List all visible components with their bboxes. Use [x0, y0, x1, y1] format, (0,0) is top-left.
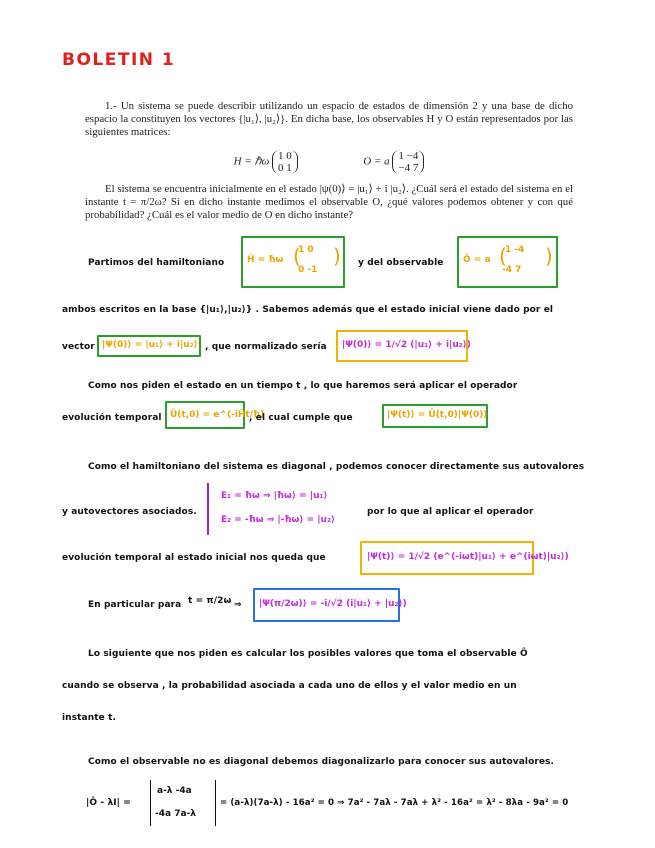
observable-row-1: 1 -4	[505, 245, 525, 255]
h-matrix-row-2: 0 1	[278, 161, 292, 174]
hamiltonian-box	[241, 236, 345, 288]
determinant-row-1: a-λ -4a	[157, 786, 192, 796]
evolution-relation-box	[382, 404, 488, 428]
implies-arrow: ⇒	[234, 600, 242, 610]
determinant-rhs: = (a-λ)(7a-λ) - 16a² = 0 ⇒ 7a² - 7aλ - 7aλ + λ² - 16a² = λ² - 8λa - 9a² = 0	[220, 798, 569, 808]
o-matrix-row-2: −4 7	[398, 161, 419, 174]
observable-label: Ô = a	[463, 255, 491, 265]
note-line-8a: evolución temporal al estado inicial nos queda que	[62, 553, 326, 563]
hamiltonian-row-1: 1 0	[298, 245, 314, 255]
note-line-13: Como el observable no es diagonal debemos diagonalizarlo para conocer sus autovalores.	[88, 757, 555, 767]
o-matrix-row-1: 1 −4	[398, 149, 419, 162]
hamiltonian-paren-l: (	[293, 244, 301, 268]
note-line-5b: , el cual cumple que	[249, 413, 353, 423]
eigen-brace	[207, 483, 213, 535]
time-state: |Ψ(t)⟩ = 1/√2 (e^(-iωt)|u₁⟩ + e^(iωt)|u₂⟩)	[367, 552, 569, 562]
particular-time: t = π/2ω	[188, 596, 232, 606]
note-line-10: Lo siguiente que nos piden es calcular los posibles valores que toma el observable Ô	[88, 649, 528, 659]
observable-row-2: -4 7	[502, 265, 522, 275]
note-line-3a: vector	[62, 342, 95, 352]
note-line-7b: por lo que al aplicar el operador	[367, 507, 534, 517]
h-matrix	[272, 150, 298, 174]
note-line-7a: y autovectores asociados.	[62, 507, 197, 517]
page-title: BOLETIN 1	[62, 50, 176, 70]
eigenvalue-2: E₂ = -ħω ⇒ |-ħω⟩ = |u₂⟩	[221, 515, 335, 525]
hamiltonian-row-2: 0 -1	[298, 265, 318, 275]
determinant-row-2: -4a 7a-λ	[155, 809, 196, 819]
o-matrix	[392, 150, 424, 174]
hamiltonian-label: Ĥ = ħω	[247, 255, 284, 265]
note-line-11: cuando se observa , la probabilidad asociada a cada uno de ellos y el valor medio en un	[62, 681, 517, 691]
note-line-1b: y del observable	[358, 258, 444, 268]
observable-box	[457, 236, 558, 288]
note-line-1a: Partimos del hamiltoniano	[88, 258, 225, 268]
note-line-4: Como nos piden el estado en un tiempo t , lo que haremos será aplicar el operador	[88, 381, 518, 391]
hamiltonian-paren-r: )	[333, 244, 341, 268]
determinant-bar-right	[215, 780, 216, 826]
initial-state: |Ψ(0)⟩ = |u₁⟩ + i|u₂⟩	[102, 340, 198, 350]
note-line-3b: , que normalizado sería	[205, 342, 327, 352]
time-state-box	[360, 541, 569, 575]
o-matrix-label: O = a	[363, 155, 390, 168]
eigenvalue-1: E₁ = ħω ⇒ |ħω⟩ = |u₁⟩	[221, 491, 328, 501]
matrices-line	[85, 150, 573, 174]
evolution-operator: Û(t,0) = e^(-iĤt/ħ)	[170, 410, 265, 420]
problem-paragraph-2: El sistema se encuentra inicialmente en el estado |ψ(0)⟩ = |u₁⟩ + i |u₂⟩. ¿Cuál será el estado del sistema en el instante t = π/2ω? Si en dicho instante medimos el observable O, ¿qué valores podemos obtener y con qué probabilidad? ¿Cuál es el valor medio de O en dicho instante?	[85, 182, 573, 222]
note-line-6: Como el hamiltoniano del sistema es diagonal , podemos conocer directamente sus autovalores	[88, 462, 585, 472]
determinant-bar-left	[150, 780, 151, 826]
normalized-state-box	[336, 330, 471, 362]
evolution-operator-box	[165, 401, 265, 429]
note-line-9a: En particular para	[88, 600, 182, 610]
normalized-state: |Ψ(0)⟩ = 1/√2 (|u₁⟩ + i|u₂⟩)	[342, 340, 471, 350]
problem-statement	[85, 100, 573, 222]
state-at-time: |Ψ(π/2ω)⟩ = -i/√2 (i|u₁⟩ + |u₂⟩)	[259, 599, 407, 609]
eigen-system	[207, 483, 347, 535]
evolution-relation: |Ψ(t)⟩ = Û(t,0)|Ψ(0)⟩	[387, 410, 488, 420]
note-line-2: ambos escritos en la base {|u₁⟩,|u₂⟩} . Sabemos además que el estado inicial viene dado por el	[62, 305, 554, 315]
note-line-12: instante t.	[62, 713, 116, 723]
determinant-matrix	[150, 780, 216, 826]
problem-paragraph-1: 1.- Un sistema se puede describir utilizando un espacio de estados de dimensión 2 y una base de dicho espacio la constituyen los vectores {|u₁⟩, |u₂⟩}. En dicha base, los observables H y O están representados por las siguientes matrices:	[85, 100, 573, 139]
note-line-5a: evolución temporal	[62, 413, 162, 423]
h-matrix-label: H = ℏω	[233, 155, 270, 168]
observable-paren-l: (	[499, 244, 507, 268]
h-matrix-row-1: 1 0	[278, 149, 292, 162]
observable-paren-r: )	[545, 244, 553, 268]
state-at-time-box	[253, 588, 407, 622]
determinant-lhs: |Ô - λI| =	[86, 798, 131, 808]
initial-state-box	[97, 335, 201, 357]
